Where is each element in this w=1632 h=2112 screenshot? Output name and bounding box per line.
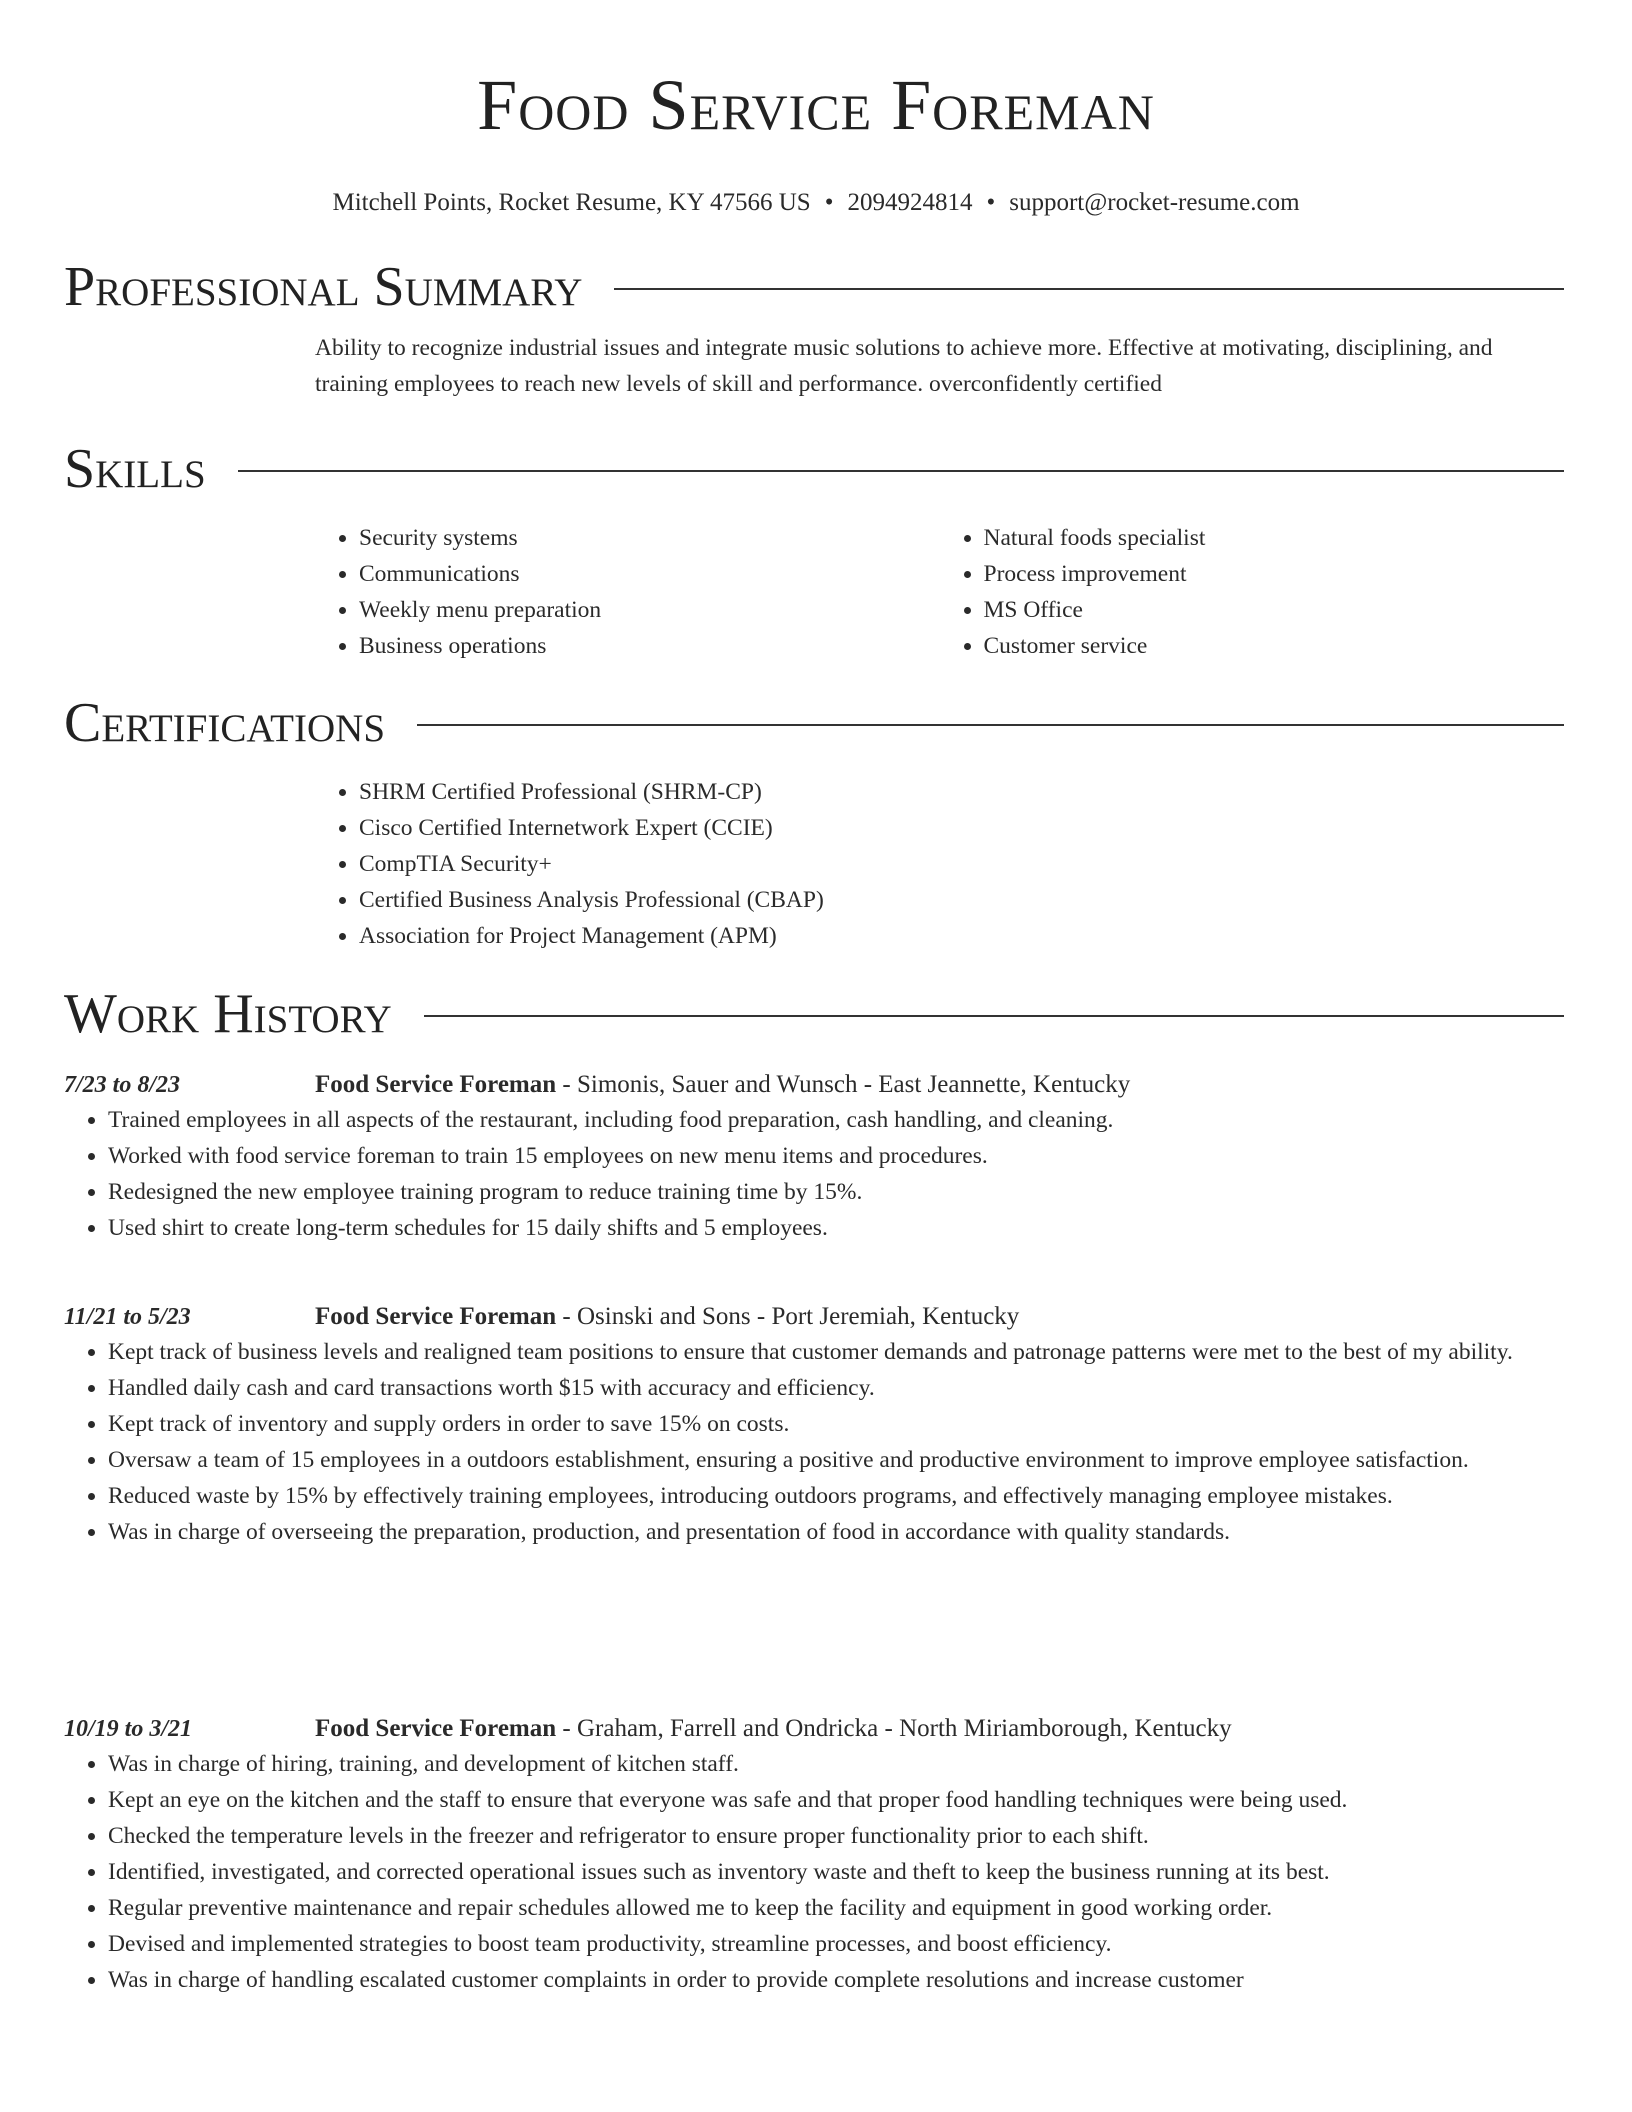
skill-item: • Business operations — [359, 628, 940, 664]
contact-line — [0, 188, 1632, 218]
job-bullet: • Worked with food service foreman to train 15 employees on new menu items and procedures. — [108, 1138, 1568, 1174]
skills-title: Skills — [64, 438, 206, 500]
certification-item: • CompTIA Security+ — [359, 846, 1564, 882]
job-heading — [315, 1068, 1130, 1102]
skill-item: • Security systems — [359, 520, 940, 556]
job-bullet: • Kept track of inventory and supply orders in order to save 15% on costs. — [108, 1406, 1568, 1442]
certifications-header — [64, 690, 1568, 756]
job-entry — [64, 1068, 1568, 1246]
job-title: Food Service Foreman — [315, 1715, 557, 1742]
work-history-section — [64, 981, 1568, 1047]
skill-item: • Process improvement — [984, 556, 1565, 592]
job-entry — [64, 1712, 1568, 1998]
skill-item: • Natural foods specialist — [984, 520, 1565, 556]
job-bullet: • Devised and implemented strategies to boost team productivity, streamline processes, and boost efficiency. — [108, 1926, 1568, 1962]
contact-separator: • — [824, 189, 834, 216]
job-header — [64, 1068, 1568, 1102]
job-bullet: • Regular preventive maintenance and repair schedules allowed me to keep the facility and equipment in good working order. — [108, 1890, 1568, 1926]
job-heading — [315, 1712, 1232, 1746]
job-bullet: • Was in charge of overseeing the preparation, production, and presentation of food in accordance with quality standards. — [108, 1514, 1568, 1550]
skills-list-left — [315, 520, 940, 664]
job-header — [64, 1300, 1568, 1334]
skills-header — [64, 436, 1568, 502]
job-bullet: • Was in charge of hiring, training, and development of kitchen staff. — [108, 1746, 1568, 1782]
job-heading — [315, 1300, 1019, 1334]
skill-item: • MS Office — [984, 592, 1565, 628]
job-bullet: • Kept an eye on the kitchen and the staff to ensure that everyone was safe and that proper food handling techniques were being used. — [108, 1782, 1568, 1818]
job-bullet: • Oversaw a team of 15 employees in a outdoors establishment, ensuring a positive and productive environment to improve employee satisfaction. — [108, 1442, 1568, 1478]
job-bullet: • Used shirt to create long-term schedules for 15 daily shifts and 5 employees. — [108, 1210, 1568, 1246]
contact-email: support@rocket-resume.com — [1009, 189, 1300, 216]
work-history-header — [64, 981, 1568, 1047]
job-bullets — [64, 1746, 1568, 1998]
job-header — [64, 1712, 1568, 1746]
section-divider — [424, 1015, 1564, 1017]
skills-section — [64, 436, 1568, 664]
job-bullet: • Checked the temperature levels in the freezer and refrigerator to ensure proper functionality prior to each shift. — [108, 1818, 1568, 1854]
certifications-body — [315, 774, 1564, 954]
job-bullet: • Redesigned the new employee training program to reduce training time by 15%. — [108, 1174, 1568, 1210]
certifications-title: Certifications — [64, 692, 386, 754]
contact-address: Mitchell Points, Rocket Resume, KY 47566 US — [332, 189, 811, 216]
resume-name: Food Service Foreman — [477, 65, 1155, 145]
work-history-title: Work History — [64, 983, 392, 1045]
certification-item: • Certified Business Analysis Professional (CBAP) — [359, 882, 1564, 918]
skills-grid — [315, 520, 1564, 664]
skills-list-right — [940, 520, 1565, 664]
job-bullet: • Handled daily cash and card transactions worth $15 with accuracy and efficiency. — [108, 1370, 1568, 1406]
certifications-section — [64, 690, 1568, 954]
job-dates: 11/21 to 5/23 — [64, 1304, 191, 1330]
skill-item: • Customer service — [984, 628, 1565, 664]
summary-text: Ability to recognize industrial issues and integrate music solutions to achieve more. Effective at motivating, disciplining, and training employees to reach new levels of skill and performance. overconfidently certified — [315, 335, 1493, 397]
job-bullet: • Reduced waste by 15% by effectively training employees, introducing outdoors programs, and effectively managing employee mistakes. — [108, 1478, 1568, 1514]
job-title: Food Service Foreman — [315, 1071, 557, 1098]
job-title: Food Service Foreman — [315, 1303, 557, 1330]
job-bullet: • Identified, investigated, and corrected operational issues such as inventory waste and theft to keep the business running at its best. — [108, 1854, 1568, 1890]
job-dates: 7/23 to 8/23 — [64, 1072, 181, 1098]
section-divider — [417, 724, 1564, 726]
contact-phone: 2094924814 — [847, 189, 973, 216]
job-employer: - Osinski and Sons - Port Jeremiah, Kentucky — [556, 1303, 1020, 1330]
job-bullet: • Trained employees in all aspects of the restaurant, including food preparation, cash handling, and cleaning. — [108, 1102, 1568, 1138]
section-divider — [238, 470, 1564, 472]
job-bullet: • Was in charge of handling escalated customer complaints in order to provide complete resolutions and increase customer — [108, 1962, 1568, 1998]
job-bullets — [64, 1102, 1568, 1246]
section-divider — [614, 288, 1564, 290]
certification-item: • SHRM Certified Professional (SHRM-CP) — [359, 774, 1564, 810]
job-employer: - Graham, Farrell and Ondricka - North Miriamborough, Kentucky — [556, 1715, 1232, 1742]
summary-title: Professional Summary — [64, 256, 583, 318]
job-bullet: • Kept track of business levels and realigned team positions to ensure that customer demands and patronage patterns were met to the best of my ability. — [108, 1334, 1568, 1370]
certification-item: • Association for Project Management (APM) — [359, 918, 1564, 954]
job-employer: - Simonis, Sauer and Wunsch - East Jeannette, Kentucky — [556, 1071, 1131, 1098]
job-bullets — [64, 1334, 1568, 1550]
certifications-list — [315, 774, 1564, 954]
job-dates: 10/19 to 3/21 — [64, 1716, 193, 1742]
job-entry — [64, 1300, 1568, 1550]
contact-separator: • — [986, 189, 996, 216]
certification-item: • Cisco Certified Internetwork Expert (CCIE) — [359, 810, 1564, 846]
summary-header — [64, 254, 1568, 320]
skill-item: • Weekly menu preparation — [359, 592, 940, 628]
skill-item: • Communications — [359, 556, 940, 592]
summary-section — [64, 254, 1568, 402]
